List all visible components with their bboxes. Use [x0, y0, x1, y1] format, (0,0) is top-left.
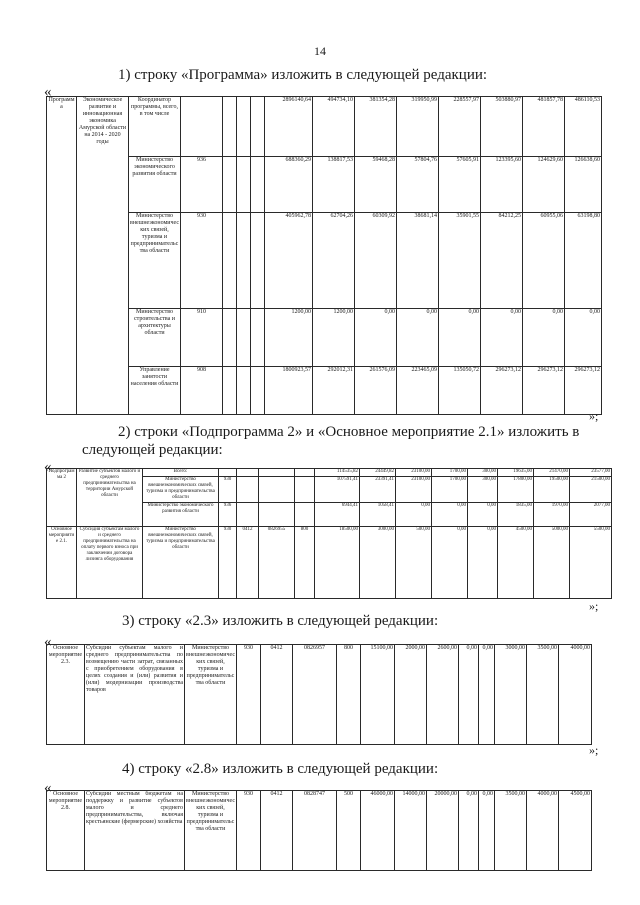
- value-cell: 500,00: [396, 527, 432, 599]
- event-type-cell: Основное мероприятие 2.3.: [47, 645, 85, 745]
- section-3-heading: 3) строку «2.3» изложить в следующей редакции:: [122, 613, 439, 629]
- executor-cell: Министерство внешнеэкономических связей, туризма и предпринимательства области: [143, 527, 219, 599]
- grbs-cell: 908: [181, 367, 223, 415]
- grbs-cell: 930: [219, 527, 237, 599]
- value-cell: 124629,60: [523, 157, 565, 213]
- executor-cell: Министерство внешнеэкономических связей, туризма и предпринимательства области: [129, 213, 181, 309]
- grbs-cell: 930: [237, 791, 261, 871]
- value-cell: 4000,00: [559, 645, 592, 745]
- grbs-cell: [181, 97, 223, 157]
- value-cell: 688360,29: [265, 157, 313, 213]
- value-cell: 1700,00: [432, 469, 468, 477]
- value-cell: 300,00: [468, 469, 498, 477]
- page-number: 14: [314, 44, 326, 58]
- value-cell: 405962,78: [265, 213, 313, 309]
- value-cell: 486110,53: [565, 97, 602, 157]
- value-cell: 0,00: [479, 645, 495, 745]
- grbs-cell: 930: [219, 477, 237, 503]
- vr-cell: 800: [295, 527, 315, 599]
- rz-cell: 0412: [261, 645, 293, 745]
- value-cell: 21500,00: [570, 477, 612, 503]
- value-cell: 261576,09: [355, 367, 397, 415]
- value-cell: 319950,99: [397, 97, 439, 157]
- table-row: [47, 157, 602, 213]
- table-row: [47, 309, 602, 367]
- value-cell: 0,00: [439, 309, 481, 367]
- value-cell: 84212,25: [481, 213, 523, 309]
- value-cell: 60955,06: [523, 213, 565, 309]
- executor-cell: Министерство экономического развития области: [143, 503, 219, 527]
- value-cell: 296273,12: [481, 367, 523, 415]
- subprogram-name-cell: Развитие субъектов малого и среднего предпринимательства на территории Амурской области: [77, 469, 143, 527]
- value-cell: 381354,28: [355, 97, 397, 157]
- section-2-heading: 2) строки «Подпрограмма 2» и «Основное мероприятие 2.1» изложить в: [118, 424, 580, 440]
- value-cell: 3500,00: [495, 791, 527, 871]
- value-cell: 0,00: [355, 309, 397, 367]
- value-cell: 292012,31: [313, 367, 355, 415]
- value-cell: 494734,10: [313, 97, 355, 157]
- grbs-cell: 930: [237, 645, 261, 745]
- value-cell: 135050,72: [439, 367, 481, 415]
- value-cell: 2600,00: [427, 645, 459, 745]
- table-row: [47, 367, 602, 415]
- value-cell: 0,00: [396, 503, 432, 527]
- value-cell: 5500,00: [570, 527, 612, 599]
- value-cell: 6944,41: [315, 503, 360, 527]
- executor-cell: Управление занятости населения области: [129, 367, 181, 415]
- table-row: [47, 527, 612, 599]
- value-cell: 19635,00: [498, 469, 534, 477]
- value-cell: 17800,00: [498, 477, 534, 503]
- grbs-cell: 936: [219, 503, 237, 527]
- value-cell: 1970,00: [534, 503, 570, 527]
- program-name-cell: Экономическое развитие и инновационная экономика Амурской области на 2014 - 2020 годы: [77, 97, 129, 415]
- value-cell: 35901,55: [439, 213, 481, 309]
- table-row: [47, 791, 592, 871]
- event-name-cell: Субсидии местным бюджетам на поддержку и развитие субъектов малого и среднего предпринимательства, включая крестьянские (фермерские) хозяйства: [85, 791, 185, 871]
- value-cell: 296273,12: [565, 367, 602, 415]
- rz-cell: 0412: [261, 791, 293, 871]
- value-cell: 0,00: [459, 791, 479, 871]
- value-cell: 3000,00: [495, 645, 527, 745]
- vr-cell: 800: [337, 645, 361, 745]
- grbs-cell: 936: [181, 157, 223, 213]
- csr-cell: 0828747: [293, 791, 337, 871]
- vr-cell: 500: [337, 791, 361, 871]
- close-quote: »;: [589, 409, 599, 423]
- program-type-cell: Программа: [47, 97, 77, 415]
- value-cell: 38681,14: [397, 213, 439, 309]
- executor-cell: Министерство внешнеэкономических связей, туризма и предпринимательства области: [185, 645, 237, 745]
- value-cell: 2077,00: [570, 503, 612, 527]
- table-row: [47, 97, 602, 157]
- executor-cell: Министерство внешнеэкономических связей, туризма и предпринимательства области: [185, 791, 237, 871]
- grbs-cell: 930: [181, 213, 223, 309]
- value-cell: 1835,00: [498, 503, 534, 527]
- value-cell: 0,00: [468, 527, 498, 599]
- value-cell: 1058,41: [360, 503, 396, 527]
- value-cell: 1700,00: [432, 477, 468, 503]
- table-programma: [46, 96, 602, 415]
- csr-cell: 0826955: [259, 527, 295, 599]
- value-cell: 57804,76: [397, 157, 439, 213]
- value-cell: 481857,78: [523, 97, 565, 157]
- value-cell: 21470,00: [534, 469, 570, 477]
- value-cell: 0,00: [397, 309, 439, 367]
- executor-cell: Министерство внешнеэкономических связей, туризма и предпринимательства области: [143, 477, 219, 503]
- value-cell: 114535,82: [315, 469, 360, 477]
- table-row: [47, 213, 602, 309]
- value-cell: 0,00: [432, 527, 468, 599]
- executor-cell: Министерство строительства и архитектуры области: [129, 309, 181, 367]
- value-cell: 138817,53: [313, 157, 355, 213]
- value-cell: 503880,97: [481, 97, 523, 157]
- value-cell: 0,00: [481, 309, 523, 367]
- value-cell: 57605,91: [439, 157, 481, 213]
- table-row: [47, 469, 612, 477]
- value-cell: 20000,00: [427, 791, 459, 871]
- value-cell: 62704,26: [313, 213, 355, 309]
- value-cell: 0,00: [523, 309, 565, 367]
- value-cell: 296273,12: [523, 367, 565, 415]
- value-cell: 2000,00: [395, 645, 427, 745]
- value-cell: 4000,00: [527, 791, 559, 871]
- value-cell: 4500,00: [498, 527, 534, 599]
- value-cell: 300,00: [468, 477, 498, 503]
- value-cell: 123395,60: [481, 157, 523, 213]
- section-2-heading-cont: следующей редакции:: [82, 442, 223, 458]
- open-quote: «: [44, 780, 52, 796]
- value-cell: 18500,00: [315, 527, 360, 599]
- table-row: [47, 645, 592, 745]
- executor-cell: Всего:: [143, 469, 219, 477]
- open-quote: «: [44, 84, 52, 100]
- value-cell: 63198,80: [565, 213, 602, 309]
- value-cell: 23577,00: [570, 469, 612, 477]
- value-cell: 0,00: [432, 503, 468, 527]
- table-podprogramma-2: [46, 468, 612, 599]
- event-type-cell: Основное мероприятие 2.1.: [47, 527, 77, 599]
- value-cell: 1200,00: [313, 309, 355, 367]
- open-quote: «: [44, 459, 52, 475]
- value-cell: 59468,28: [355, 157, 397, 213]
- value-cell: 2896140,64: [265, 97, 313, 157]
- value-cell: 46000,00: [361, 791, 395, 871]
- value-cell: 23100,00: [396, 469, 432, 477]
- value-cell: 1800923,57: [265, 367, 313, 415]
- value-cell: 0,00: [468, 503, 498, 527]
- value-cell: 0,00: [479, 791, 495, 871]
- section-1-heading: 1) строку «Программа» изложить в следующей редакции:: [118, 67, 488, 83]
- table-event-2-8: [46, 790, 592, 871]
- executor-cell: Министерство экономического развития области: [129, 157, 181, 213]
- value-cell: 23391,41: [360, 477, 396, 503]
- close-quote: »;: [589, 743, 599, 757]
- grbs-cell: [219, 469, 237, 477]
- value-cell: 1200,00: [265, 309, 313, 367]
- csr-cell: 0826957: [293, 645, 337, 745]
- value-cell: 126638,60: [565, 157, 602, 213]
- value-cell: 5000,00: [534, 527, 570, 599]
- value-cell: 19500,00: [534, 477, 570, 503]
- subprogram-type-cell: Подпрограмма 2: [47, 469, 77, 527]
- value-cell: 15100,00: [361, 645, 395, 745]
- value-cell: 0,00: [565, 309, 602, 367]
- value-cell: 3500,00: [527, 645, 559, 745]
- value-cell: 228557,97: [439, 97, 481, 157]
- value-cell: 3000,00: [360, 527, 396, 599]
- table-event-2-3: [46, 644, 592, 745]
- value-cell: 223465,09: [397, 367, 439, 415]
- close-quote: »;: [589, 599, 599, 613]
- value-cell: 24449,82: [360, 469, 396, 477]
- rz-cell: 0412: [237, 527, 259, 599]
- section-4-heading: 4) строку «2.8» изложить в следующей редакции:: [122, 761, 439, 777]
- executor-cell: Координатор программы, всего, в том числе: [129, 97, 181, 157]
- value-cell: 4500,00: [559, 791, 592, 871]
- open-quote: «: [44, 634, 52, 650]
- value-cell: 23100,00: [396, 477, 432, 503]
- value-cell: 14000,00: [395, 791, 427, 871]
- event-name-cell: Субсидии субъектам малого и среднего предпринимательства по возмещению части затрат, связанных с приобретением оборудования в целях создания и (или) развития и (или) модернизации производства товаров: [85, 645, 185, 745]
- value-cell: 107591,41: [315, 477, 360, 503]
- value-cell: 60309,92: [355, 213, 397, 309]
- event-name-cell: Субсидия субъектам малого и среднего предпринимательства на оплату первого взноса при заключении договора лизинга оборудования: [77, 527, 143, 599]
- grbs-cell: 910: [181, 309, 223, 367]
- value-cell: 0,00: [459, 645, 479, 745]
- event-type-cell: Основное мероприятие 2.8.: [47, 791, 85, 871]
